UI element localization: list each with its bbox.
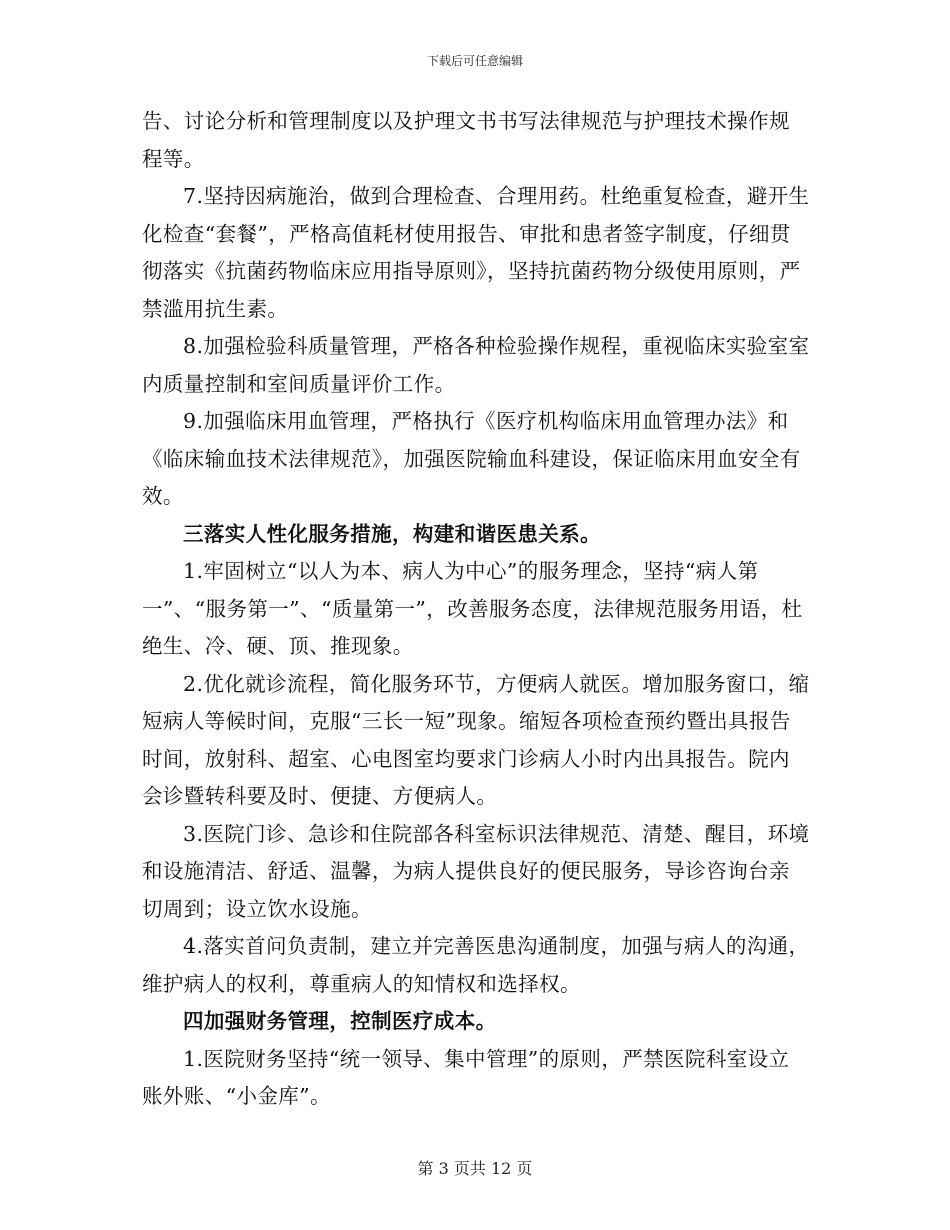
paragraph-item-7: 7.坚持因病施治，做到合理检查、合理用药。杜绝重复检查，避开生化检查“套餐”，严格高值耗材使用报告、审批和患者签字制度，仔细贯彻落实《抗菌药物临床应用指导原则》，坚持抗菌药物分级使用原则，严禁滥用抗生素。 bbox=[142, 184, 810, 321]
paragraph-item-3: 3.医院门诊、急诊和住院部各科室标识法律规范、清楚、醒目，环境和设施清洁、舒适、温馨，为病人提供良好的便民服务，导诊咨询台亲切周到；设立饮水设施。 bbox=[142, 821, 810, 921]
paragraph-item-8: 8.加强检验科质量管理，严格各种检验操作规程，重视临床实验室室内质量控制和室间质量评价工作。 bbox=[142, 334, 810, 396]
paragraph-item-1: 1.牢固树立“以人为本、病人为中心”的服务理念，坚持“病人第一”、“服务第一”、“质量第一”，改善服务态度，法律规范服务用语，杜绝生、冷、硬、顶、推现象。 bbox=[142, 559, 803, 658]
paragraph-item-4: 4.落实首问负责制，建立并完善医患沟通制度，加强与病人的沟通，维护病人的权利，尊重病人的知情权和选择权。 bbox=[142, 934, 810, 996]
section-heading-3: 三落实人性化服务措施，构建和谐医患关系。 bbox=[183, 521, 601, 546]
section-heading-4: 四加强财务管理，控制医疗成本。 bbox=[183, 1009, 497, 1033]
document-body bbox=[142, 103, 810, 1116]
paragraph-item-2: 2.优化就诊流程，简化服务环节，方便病人就医。增加服务窗口，缩短病人等候时间，克服“三长一短”现象。缩短各项检查预约暨出具报告时间，放射科、超室、心电图室均要求门诊病人小时内出具报告。院内会诊暨转科要及时、便捷、方便病人。 bbox=[142, 671, 810, 808]
page-header: 下载后可任意编辑 bbox=[426, 54, 523, 68]
paragraph-item-1-finance: 1.医院财务坚持“统一领导、集中管理”的原则，严禁医院科室设立账外账、“小金库”。 bbox=[142, 1046, 790, 1108]
paragraph-item-9: 9.加强临床用血管理，严格执行《医疗机构临床用血管理办法》和《临床输血技术法律规范》，加强医院输血科建设，保证临床用血安全有效。 bbox=[142, 409, 801, 508]
page-number: 第 3 页共 12 页 bbox=[417, 1159, 533, 1178]
paragraph-continuation: 告、讨论分析和管理制度以及护理文书书写法律规范与护理技术操作规程等。 bbox=[142, 109, 790, 171]
